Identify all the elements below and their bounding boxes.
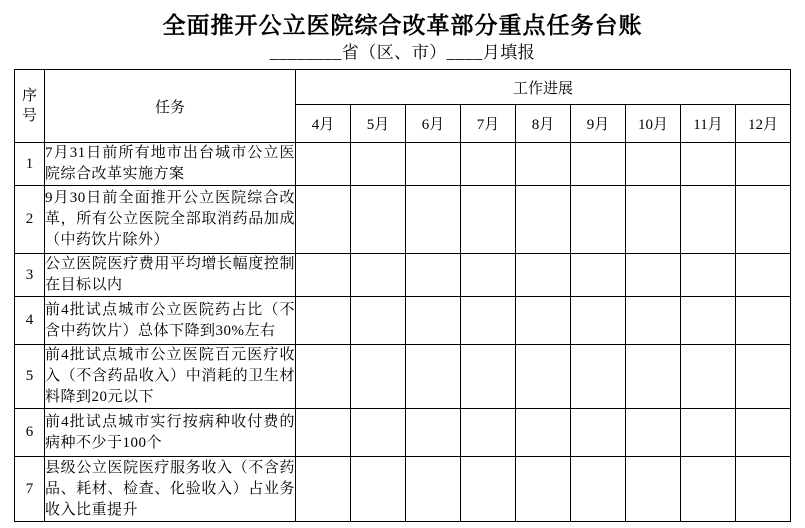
progress-cell (296, 457, 351, 522)
progress-cell (681, 186, 736, 254)
progress-cell (516, 254, 571, 297)
progress-cell (571, 143, 626, 186)
progress-cell (296, 254, 351, 297)
task-serial: 4 (15, 297, 45, 345)
progress-cell (461, 457, 516, 522)
task-row (15, 186, 791, 254)
progress-cell (351, 345, 406, 409)
progress-cell (296, 186, 351, 254)
progress-cell (571, 254, 626, 297)
progress-cell (626, 143, 681, 186)
progress-cell (571, 409, 626, 457)
progress-cell (571, 457, 626, 522)
progress-cell (736, 297, 791, 345)
progress-cell (736, 409, 791, 457)
column-header-month-aug: 8月 (516, 105, 571, 143)
column-header-task: 任务 (45, 70, 296, 143)
task-row (15, 345, 791, 409)
task-text: 7月31日前所有地市出台城市公立医院综合改革实施方案 (45, 143, 296, 186)
task-row (15, 297, 791, 345)
column-header-month-oct: 10月 (626, 105, 681, 143)
column-header-month-apr: 4月 (296, 105, 351, 143)
progress-cell (736, 457, 791, 522)
progress-cell (736, 345, 791, 409)
progress-cell (406, 345, 461, 409)
column-header-month-jun: 6月 (406, 105, 461, 143)
progress-cell (296, 409, 351, 457)
task-ledger-table (14, 69, 791, 522)
progress-cell (626, 186, 681, 254)
task-text: 县级公立医院医疗服务收入（不含药品、耗材、检查、化验收入）占业务收入比重提升 (45, 457, 296, 522)
progress-cell (351, 409, 406, 457)
progress-cell (516, 297, 571, 345)
progress-cell (626, 297, 681, 345)
progress-cell (406, 186, 461, 254)
progress-cell (681, 297, 736, 345)
task-serial: 6 (15, 409, 45, 457)
progress-cell (626, 254, 681, 297)
task-serial: 3 (15, 254, 45, 297)
document-subtitle: ________省（区、市）____月填报 (269, 43, 536, 62)
task-text: 前4批试点城市公立医院百元医疗收入（不含药品收入）中消耗的卫生材料降到20元以下 (45, 345, 296, 409)
progress-cell (461, 186, 516, 254)
progress-cell (736, 254, 791, 297)
task-text: 9月30日前全面推开公立医院综合改革，所有公立医院全部取消药品加成（中药饮片除外） (45, 186, 296, 254)
progress-cell (351, 457, 406, 522)
progress-cell (571, 297, 626, 345)
column-header-month-may: 5月 (351, 105, 406, 143)
progress-cell (351, 186, 406, 254)
progress-cell (516, 186, 571, 254)
progress-cell (461, 345, 516, 409)
task-text: 前4批试点城市公立医院药占比（不含中药饮片）总体下降到30%左右 (45, 297, 296, 345)
progress-cell (736, 186, 791, 254)
column-header-month-dec: 12月 (736, 105, 791, 143)
progress-cell (516, 457, 571, 522)
task-row (15, 409, 791, 457)
progress-cell (406, 409, 461, 457)
progress-cell (681, 345, 736, 409)
progress-cell (681, 254, 736, 297)
task-text: 公立医院医疗费用平均增长幅度控制在目标以内 (45, 254, 296, 297)
progress-cell (296, 345, 351, 409)
progress-cell (681, 409, 736, 457)
column-header-serial: 序号 (15, 70, 45, 143)
progress-cell (406, 457, 461, 522)
progress-cell (296, 297, 351, 345)
document-title: 全面推开公立医院综合改革部分重点任务台账 (162, 13, 643, 38)
progress-cell (681, 143, 736, 186)
task-serial: 5 (15, 345, 45, 409)
progress-cell (406, 143, 461, 186)
progress-cell (571, 186, 626, 254)
progress-cell (461, 254, 516, 297)
progress-cell (461, 409, 516, 457)
progress-cell (516, 345, 571, 409)
task-row (15, 143, 791, 186)
header-row-top (15, 70, 791, 105)
progress-cell (681, 457, 736, 522)
column-header-month-sep: 9月 (571, 105, 626, 143)
progress-cell (626, 409, 681, 457)
task-row (15, 254, 791, 297)
progress-cell (461, 297, 516, 345)
progress-cell (626, 457, 681, 522)
progress-cell (516, 409, 571, 457)
progress-cell (406, 254, 461, 297)
progress-cell (296, 143, 351, 186)
progress-cell (736, 143, 791, 186)
column-header-month-jul: 7月 (461, 105, 516, 143)
task-serial: 7 (15, 457, 45, 522)
task-serial: 2 (15, 186, 45, 254)
task-text: 前4批试点城市实行按病种收付费的病种不少于100个 (45, 409, 296, 457)
column-header-progress: 工作进展 (296, 70, 791, 105)
task-serial: 1 (15, 143, 45, 186)
progress-cell (351, 143, 406, 186)
column-header-month-nov: 11月 (681, 105, 736, 143)
progress-cell (406, 297, 461, 345)
progress-cell (626, 345, 681, 409)
progress-cell (461, 143, 516, 186)
progress-cell (516, 143, 571, 186)
task-row (15, 457, 791, 522)
progress-cell (571, 345, 626, 409)
progress-cell (351, 254, 406, 297)
progress-cell (351, 297, 406, 345)
